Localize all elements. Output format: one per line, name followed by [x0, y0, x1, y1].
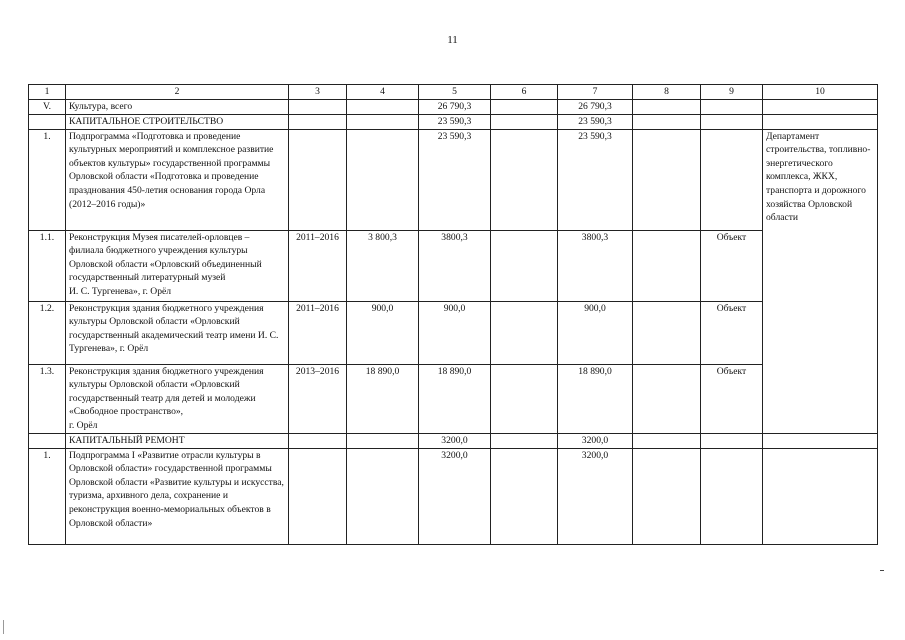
column-header: 9	[701, 85, 763, 100]
value-col7: 18 890,0	[558, 364, 633, 433]
value-col9: Объект	[701, 301, 763, 364]
column-header: 8	[633, 85, 701, 100]
value-col9: Объект	[701, 230, 763, 301]
column-header: 2	[66, 85, 289, 100]
column-header: 10	[763, 85, 878, 100]
row-name: Подпрограмма «Подготовка и проведение культурных мероприятий и комплексное развитие объектов культуры» государственной программы Орловской области «Подготовка и проведение празднования 450-летия основания города Орла (2012–2016 годы)»	[66, 129, 289, 230]
column-header: 6	[491, 85, 558, 100]
column-header: 4	[347, 85, 419, 100]
row-number: 1.2.	[29, 301, 66, 364]
value-col7: 26 790,3	[558, 99, 633, 114]
value-col7: 23 590,3	[558, 129, 633, 230]
value-col5: 3200,0	[419, 448, 491, 544]
column-header: 3	[289, 85, 347, 100]
page-number: 11	[447, 34, 458, 46]
row-name: Культура, всего	[66, 99, 289, 114]
section-name: КАПИТАЛЬНЫЙ РЕМОНТ	[66, 433, 289, 448]
value-col4: 3 800,3	[347, 230, 419, 301]
responsible-department: Департамент строительства, топливно-энергетического комплекса, ЖКХ, транспорта и дорожного хозяйства Орловской области	[763, 129, 878, 433]
value-col7: 900,0	[558, 301, 633, 364]
table-row-capital-construction	[29, 114, 878, 129]
value-col3: 2013–2016	[289, 364, 347, 433]
scan-edge-mark	[3, 620, 4, 634]
table-row-item-1-3	[29, 364, 878, 433]
table-header-row	[29, 85, 878, 100]
table-row-item-1-1	[29, 230, 878, 301]
value-col5: 3200,0	[419, 433, 491, 448]
row-number: 1.	[29, 448, 66, 544]
column-header: 7	[558, 85, 633, 100]
value-col4: 900,0	[347, 301, 419, 364]
table-row-item-1-2	[29, 301, 878, 364]
table-row-program-2	[29, 448, 878, 544]
row-name: Реконструкция здания бюджетного учреждения культуры Орловской области «Орловский государственный академический театр имени И. С. Тургенева», г. Орёл	[66, 301, 289, 364]
table-row-culture-total	[29, 99, 878, 114]
value-col3: 2011–2016	[289, 301, 347, 364]
section-name: КАПИТАЛЬНОЕ СТРОИТЕЛЬСТВО	[66, 114, 289, 129]
row-name: Реконструкция здания бюджетного учреждения культуры Орловской области «Орловский государственный театр для детей и молодежи «Свободное пространство», г. Орёл	[66, 364, 289, 433]
table-row-capital-repair	[29, 433, 878, 448]
value-col4: 18 890,0	[347, 364, 419, 433]
value-col5: 3800,3	[419, 230, 491, 301]
value-col9: Объект	[701, 364, 763, 433]
row-number: 1.	[29, 129, 66, 230]
value-col5: 26 790,3	[419, 99, 491, 114]
column-header: 5	[419, 85, 491, 100]
row-name: Реконструкция Музея писателей-орловцев – филиала бюджетного учреждения культуры Орловской области «Орловский объединенный государственный литературный музей И. С. Тургенева», г. Орёл	[66, 230, 289, 301]
value-col7: 3800,3	[558, 230, 633, 301]
value-col5: 23 590,3	[419, 129, 491, 230]
row-number: V.	[29, 99, 66, 114]
value-col3: 2011–2016	[289, 230, 347, 301]
row-number: 1.3.	[29, 364, 66, 433]
row-name: Подпрограмма I «Развитие отрасли культуры в Орловской области» государственной программы Орловской области «Развитие культуры и искусства, туризма, архивного дела, сохранение и реконструкция военно-мемориальных объектов в Орловской области»	[66, 448, 289, 544]
margin-dash-mark	[880, 570, 884, 571]
value-col5: 900,0	[419, 301, 491, 364]
column-header: 1	[29, 85, 66, 100]
value-col7: 3200,0	[558, 448, 633, 544]
budget-table	[28, 84, 878, 545]
table-row-program-1	[29, 129, 878, 230]
value-col7: 3200,0	[558, 433, 633, 448]
value-col5: 23 590,3	[419, 114, 491, 129]
row-number: 1.1.	[29, 230, 66, 301]
value-col7: 23 590,3	[558, 114, 633, 129]
value-col5: 18 890,0	[419, 364, 491, 433]
